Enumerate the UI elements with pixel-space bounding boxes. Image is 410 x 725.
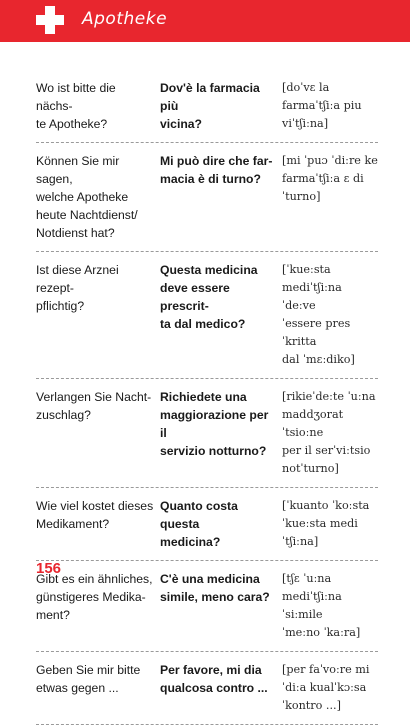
pronunciation: [doˈvɛ la farmaˈtʃiːa piu viˈtʃiːna] (282, 81, 362, 130)
page-number: 156 (36, 560, 62, 577)
german-phrase: Gibt es ein ähnliches, günstigeres Medika- ment? (36, 572, 153, 622)
phrase-row (36, 488, 378, 561)
phrase-row (36, 379, 378, 488)
german-phrase: Verlangen Sie Nacht- zuschlag? (36, 390, 152, 422)
pronunciation: [tʃɛ ˈuːna mediˈtʃiːna ˈsiːmile ˈmeːno ˈkaːra] (282, 572, 361, 639)
german-phrase: Können Sie mir sagen, welche Apotheke heute Nachtdienst/ Notdienst hat? (36, 154, 138, 240)
german-phrase: Wie viel kostet dieses Medikament? (36, 499, 154, 531)
phrase-row (36, 652, 378, 725)
italian-phrase: Mi può dire che far- macia è di turno? (160, 154, 273, 186)
pronunciation: [mi ˈpuɔ ˈdiːre ke farmaˈtʃiːa ɛ di ˈturno] (282, 154, 378, 203)
pronunciation: [ˈkueːsta mediˈtʃiːna ˈdeːve ˈessere presˈkritta dal ˈmɛːdiko] (282, 263, 355, 366)
phrase-row (36, 143, 378, 252)
german-phrase: Geben Sie mir bitte etwas gegen ... (36, 663, 141, 695)
phrase-row (36, 72, 378, 143)
cross-icon (36, 6, 64, 34)
italian-phrase: C'è una medicina simile, meno cara? (160, 572, 270, 604)
german-phrase: Wo ist bitte die nächs- te Apotheke? (36, 81, 116, 131)
chapter-header (0, 0, 410, 42)
german-phrase: Ist diese Arznei rezept- pflichtig? (36, 263, 119, 313)
pronunciation: [ˈkuanto ˈkoːsta ˈkueːsta mediˈtʃiːna] (282, 499, 370, 548)
italian-phrase: Per favore, mi dia qualcosa contro ... (160, 663, 268, 695)
italian-phrase: Questa medicina deve essere prescrit- ta dal medico? (160, 263, 258, 331)
phrase-row (36, 252, 378, 379)
pronunciation: [per faˈvoːre mi ˈdiːa kualˈkɔːsa ˈkontro ...] (282, 663, 370, 712)
pronunciation: [rikieˈdeːte ˈuːna maddʒoratˈtsioːne per il serˈviːtsio notˈturno] (282, 390, 376, 475)
phrase-row (36, 561, 378, 652)
phrase-table (36, 72, 378, 725)
chapter-title: Apotheke (82, 9, 168, 29)
italian-phrase: Richiedete una maggiorazione per il servizio notturno? (160, 390, 269, 458)
italian-phrase: Dov'è la farmacia più vicina? (160, 81, 260, 131)
italian-phrase: Quanto costa questa medicina? (160, 499, 238, 549)
